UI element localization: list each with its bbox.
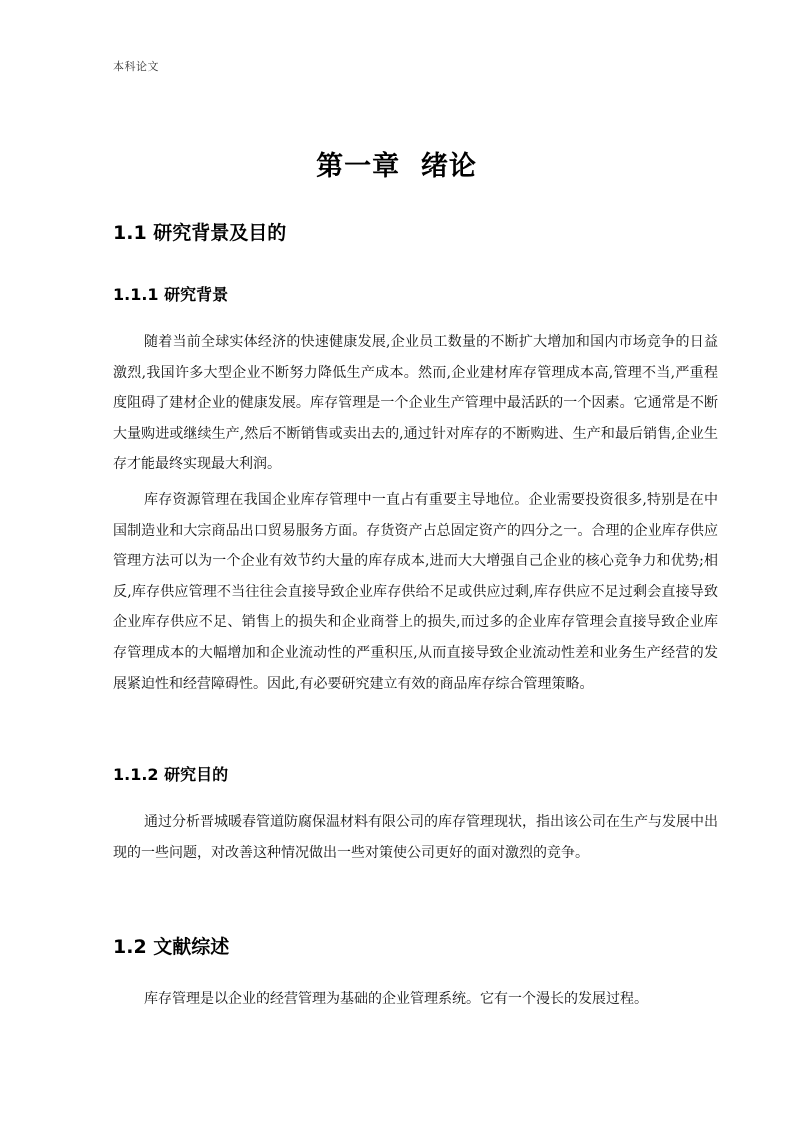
subsection-heading-1-1-1: 1.1.1 研究背景 <box>113 285 229 304</box>
paragraph-purpose: 通过分析晋城暖春管道防腐保温材料有限公司的库存管理现状，指出该公司在生产与发展中出现的一些问题，对改善这种情况做出一些对策使公司更好的面对激烈的竞争。 <box>113 814 718 861</box>
subsection-heading-1-1-2: 1.1.2 研究目的 <box>113 765 229 784</box>
section-heading-1-2: 1.2 文献综述 <box>113 936 230 958</box>
running-header: 本科论文 <box>113 60 159 73</box>
paragraph-literature: 库存管理是以企业的经营管理为基础的企业管理系统。它有一个漫长的发展过程。 <box>144 991 648 1007</box>
paragraph-background-1: 随着当前全球实体经济的快速健康发展,企业员工数量的不断扩大增加和国内市场竞争的日益激烈,我国许多大型企业不断努力降低生产成本。然而,企业建材库存管理成本高,管理不当,严重程度阻碍了建材企业的健康发展。库存管理是一个企业生产管理中最活跃的一个因素。它通常是不断大量购进或继续生产,然后不断销售或卖出去的,通过针对库存的不断购进、生产和最后销售,企业生存才能最终实现最大利润。 <box>113 334 718 473</box>
paragraph-background-2: 库存资源管理在我国企业库存管理中一直占有重要主导地位。企业需要投资很多,特别是在中国制造业和大宗商品出口贸易服务方面。存货资产占总固定资产的四分之一。合理的企业库存供应管理方法可以为一个企业有效节约大量的库存成本,进而大大增强自己企业的核心竞争力和优势;相反,库存供应管理不当往往会直接导致企业库存供给不足或供应过剩,库存供应不足过剩会直接导致企业库存供应不足、销售上的损失和企业商誉上的损失,而过多的企业库存管理会直接导致企业库存管理成本的大幅增加和企业流动性的严重积压,从而直接导致企业流动性差和业务生产经营的发展紧迫性和经营障碍性。因此,有必要研究建立有效的商品库存综合管理策略。 <box>113 492 718 692</box>
section-heading-1-1: 1.1 研究背景及目的 <box>113 222 287 244</box>
chapter-title: 第一章 绪论 <box>316 151 477 182</box>
